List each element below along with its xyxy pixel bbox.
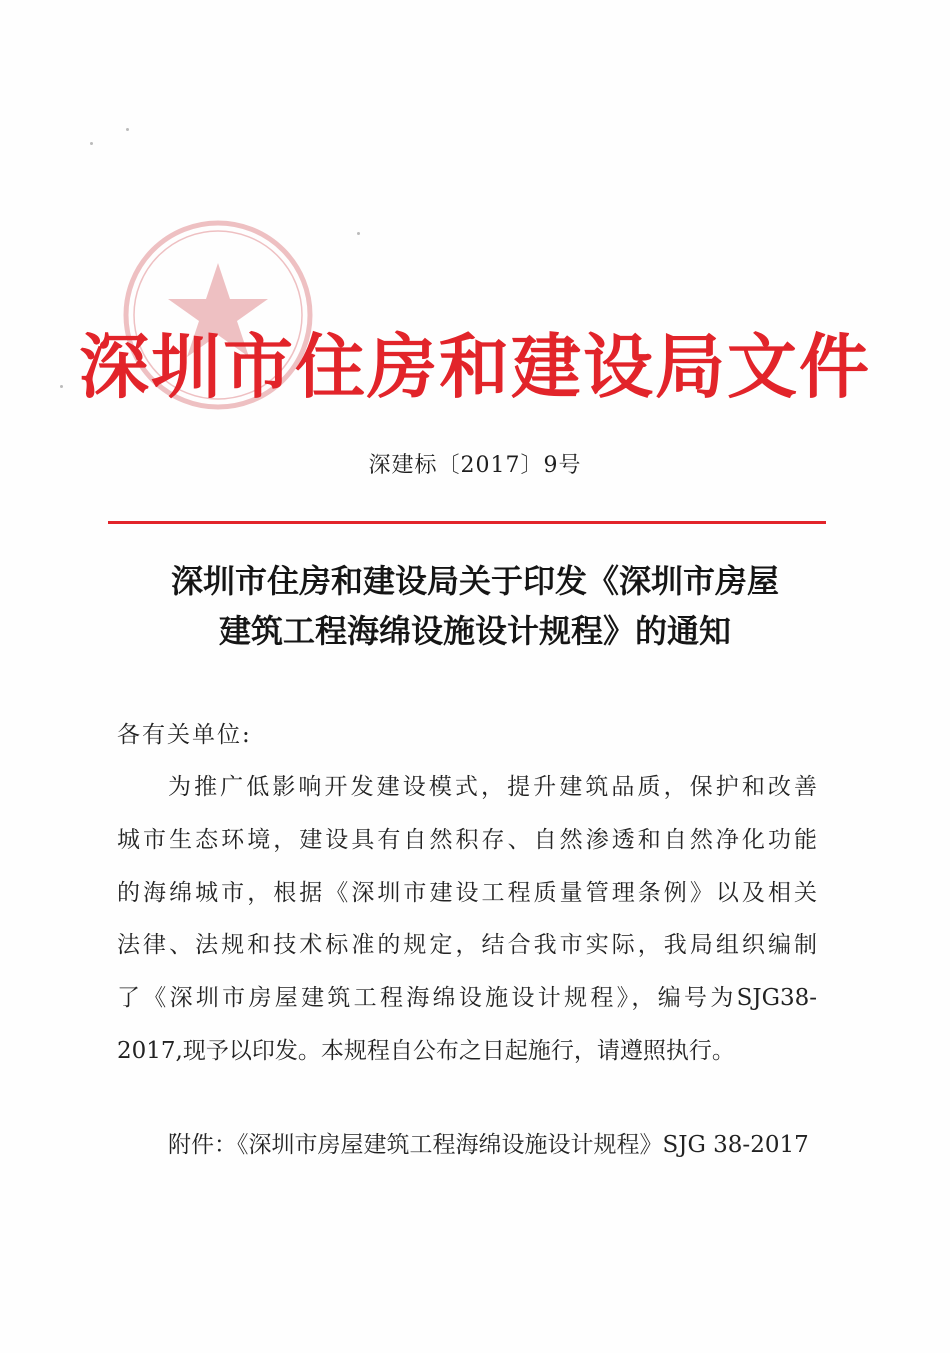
issuing-authority-title: 深圳市住房和建设局文件 (79, 326, 871, 408)
scan-speck (60, 385, 63, 388)
body-paragraph-line: 城市生态环境，建设具有自然积存、自然渗透和自然净化功能 (117, 827, 817, 853)
notice-title (0, 556, 950, 656)
notice-title-line: 深圳市住房和建设局关于印发《深圳市房屋 (170, 562, 779, 600)
body-paragraph-line: 的海绵城市，根据《深圳市建设工程质量管理条例》以及相关 (117, 880, 817, 906)
attachment-line: 附件：《深圳市房屋建筑工程海绵设施设计规程》SJG 38-2017 (168, 1132, 809, 1158)
red-divider (108, 521, 826, 524)
body-paragraph-line: 了《深圳市房屋建筑工程海绵设施设计规程》，编号为SJG38- (117, 985, 817, 1011)
addressee: 各有关单位: (117, 722, 252, 748)
body-paragraph-line: 为推广低影响开发建设模式，提升建筑品质，保护和改善 (168, 774, 817, 800)
scan-speck (126, 128, 129, 131)
scan-speck (357, 232, 360, 235)
document-number: 深建标〔2017〕9号 (368, 453, 582, 478)
body-paragraph-line: 法律、法规和技术标准的规定，结合我市实际，我局组织编制 (117, 932, 817, 958)
notice-title-line: 建筑工程海绵设施设计规程》的通知 (218, 612, 731, 650)
body-paragraph-line: 2017,现予以印发。本规程自公布之日起施行，请遵照执行。 (117, 1038, 735, 1064)
scan-speck (90, 142, 93, 145)
